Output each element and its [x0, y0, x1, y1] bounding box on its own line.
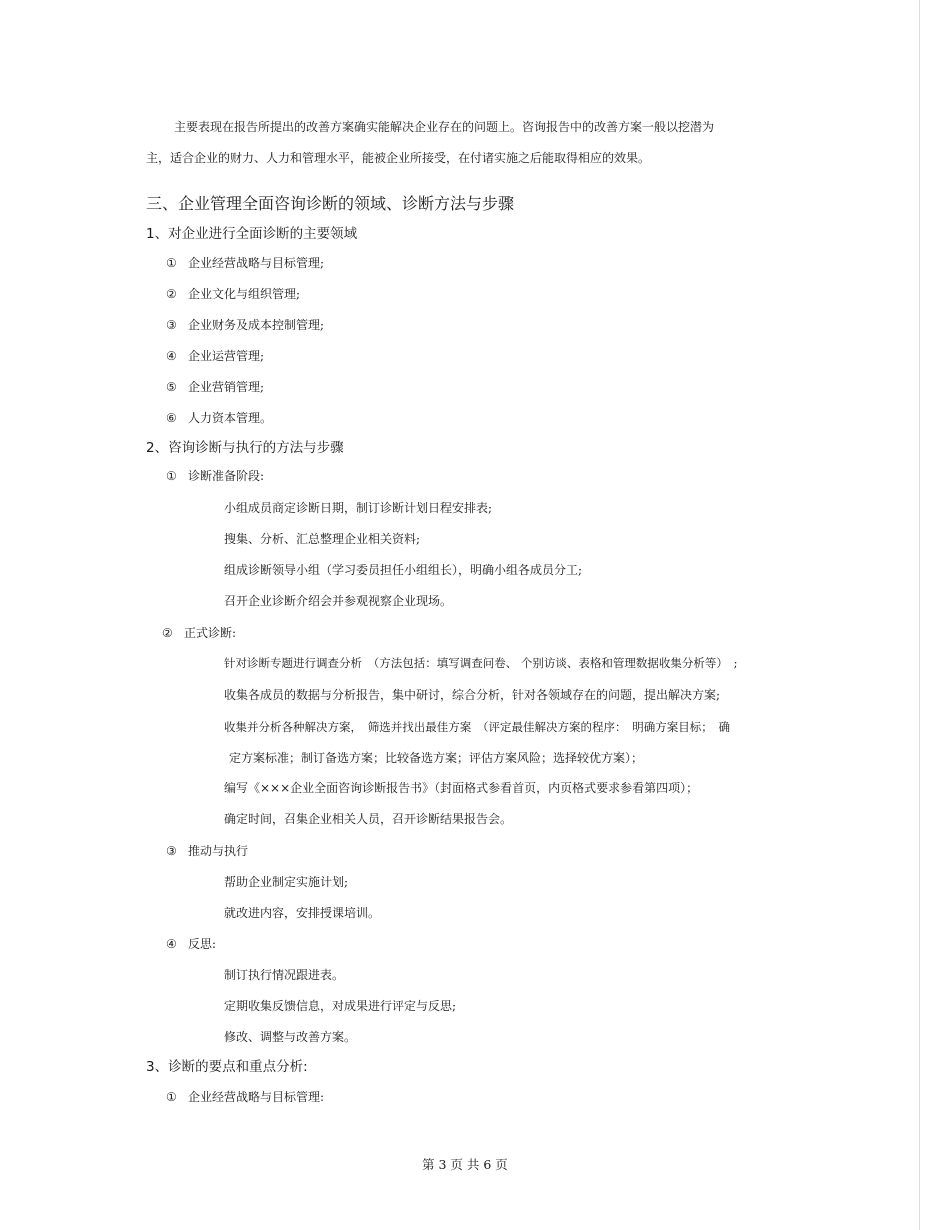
page-footer: 第 3 页 共 6 页: [422, 1157, 508, 1172]
list-item-number: ④: [166, 349, 177, 363]
stage-line: 定方案标准；制订备选方案；比较备选方案；评估方案风险；选择较优方案）；: [229, 751, 644, 765]
stage-line: 确定时间，召集企业相关人员，召开诊断结果报告会。: [224, 812, 513, 826]
stage-line: 帮助企业制定实施计划;: [224, 875, 349, 889]
list-item-text: 企业运营管理;: [188, 349, 265, 363]
list-item-number: ⑥: [166, 411, 177, 425]
list-item: [166, 317, 324, 333]
list-item-number: ②: [166, 287, 177, 301]
intro-paragraph-line-2: 主，适合企业的财力、人力和管理水平，能被企业所接受，在付诸实施之后能取得相应的效果。: [146, 151, 651, 165]
stage-line: 搜集、分析、汇总整理企业相关资料;: [224, 532, 421, 546]
list-item-text: 企业经营战略与目标管理:: [188, 1090, 325, 1104]
stage-line: 修改、调整与改善方案。: [224, 1030, 357, 1044]
page-edge-divider: [919, 0, 920, 1230]
list-item-number: ①: [166, 256, 177, 270]
stage-line: 小组成员商定诊断日期，制订诊断计划日程安排表;: [224, 501, 493, 515]
list-item-text: 人力资本管理。: [188, 411, 273, 425]
stage-title: 反思:: [188, 937, 217, 951]
section-3-heading: 三、企业管理全面咨询诊断的领域、诊断方法与步骤: [146, 194, 515, 213]
intro-paragraph-line-1: 主要表现在报告所提出的改善方案确实能解决企业存在的问题上。咨询报告中的改善方案一般以挖潜为: [174, 120, 715, 134]
list-item: [166, 379, 264, 395]
stage-number: ③: [166, 844, 177, 858]
stage-line: 就改进内容，安排授课培训。: [224, 906, 381, 920]
stage-title: 正式诊断:: [184, 626, 237, 640]
list-item-text: 企业财务及成本控制管理;: [188, 318, 325, 332]
stage-line: 针对诊断专题进行调查分析 （方法包括：填写调查问卷、 个别访谈、表格和管理数据收集分析等） ;: [224, 656, 738, 670]
subsection-2-heading: 2、咨询诊断与执行的方法与步骤: [146, 440, 344, 456]
subsection-1-heading: 1、对企业进行全面诊断的主要领域: [146, 226, 358, 242]
list-item: [166, 410, 272, 426]
stage-number: ①: [166, 469, 177, 483]
stage-number: ④: [166, 937, 177, 951]
list-item: [166, 348, 264, 364]
list-item-text: 企业营销管理;: [188, 380, 265, 394]
stage-line: 收集并分析各种解决方案， 筛选并找出最佳方案 （评定最佳解决方案的程序： 明确方案目标； 确: [224, 720, 730, 734]
stage-number: ②: [162, 626, 173, 640]
list-item-number: ①: [166, 1090, 177, 1104]
subsection-3-heading: 3、诊断的要点和重点分析:: [146, 1059, 308, 1075]
list-item-number: ⑤: [166, 380, 177, 394]
stage-title: 诊断准备阶段:: [188, 469, 265, 483]
stage-line: 编写《×××企业全面咨询诊断报告书》（封面格式参看首页，内页格式要求参看第四项）；: [224, 781, 699, 795]
stage-heading: [166, 936, 216, 952]
list-item-text: 企业文化与组织管理;: [188, 287, 301, 301]
stage-line: 召开企业诊断介绍会并参观视察企业现场。: [224, 594, 453, 608]
stage-line: 组成诊断领导小组（学习委员担任小组组长），明确小组各成员分工;: [224, 563, 583, 577]
stage-line: 制订执行情况跟进表。: [224, 968, 345, 982]
list-item: [166, 255, 324, 271]
stage-line: 收集各成员的数据与分析报告，集中研讨，综合分析，针对各领域存在的问题，提出解决方案;: [224, 688, 721, 702]
list-item: [166, 1089, 324, 1105]
stage-title: 推动与执行: [188, 844, 249, 858]
stage-heading: [162, 625, 236, 641]
list-item-text: 企业经营战略与目标管理;: [188, 256, 325, 270]
stage-line: 定期收集反馈信息，对成果进行评定与反思;: [224, 999, 457, 1013]
stage-heading: [166, 468, 264, 484]
list-item: [166, 286, 300, 302]
list-item-number: ③: [166, 318, 177, 332]
stage-heading: [166, 843, 248, 859]
